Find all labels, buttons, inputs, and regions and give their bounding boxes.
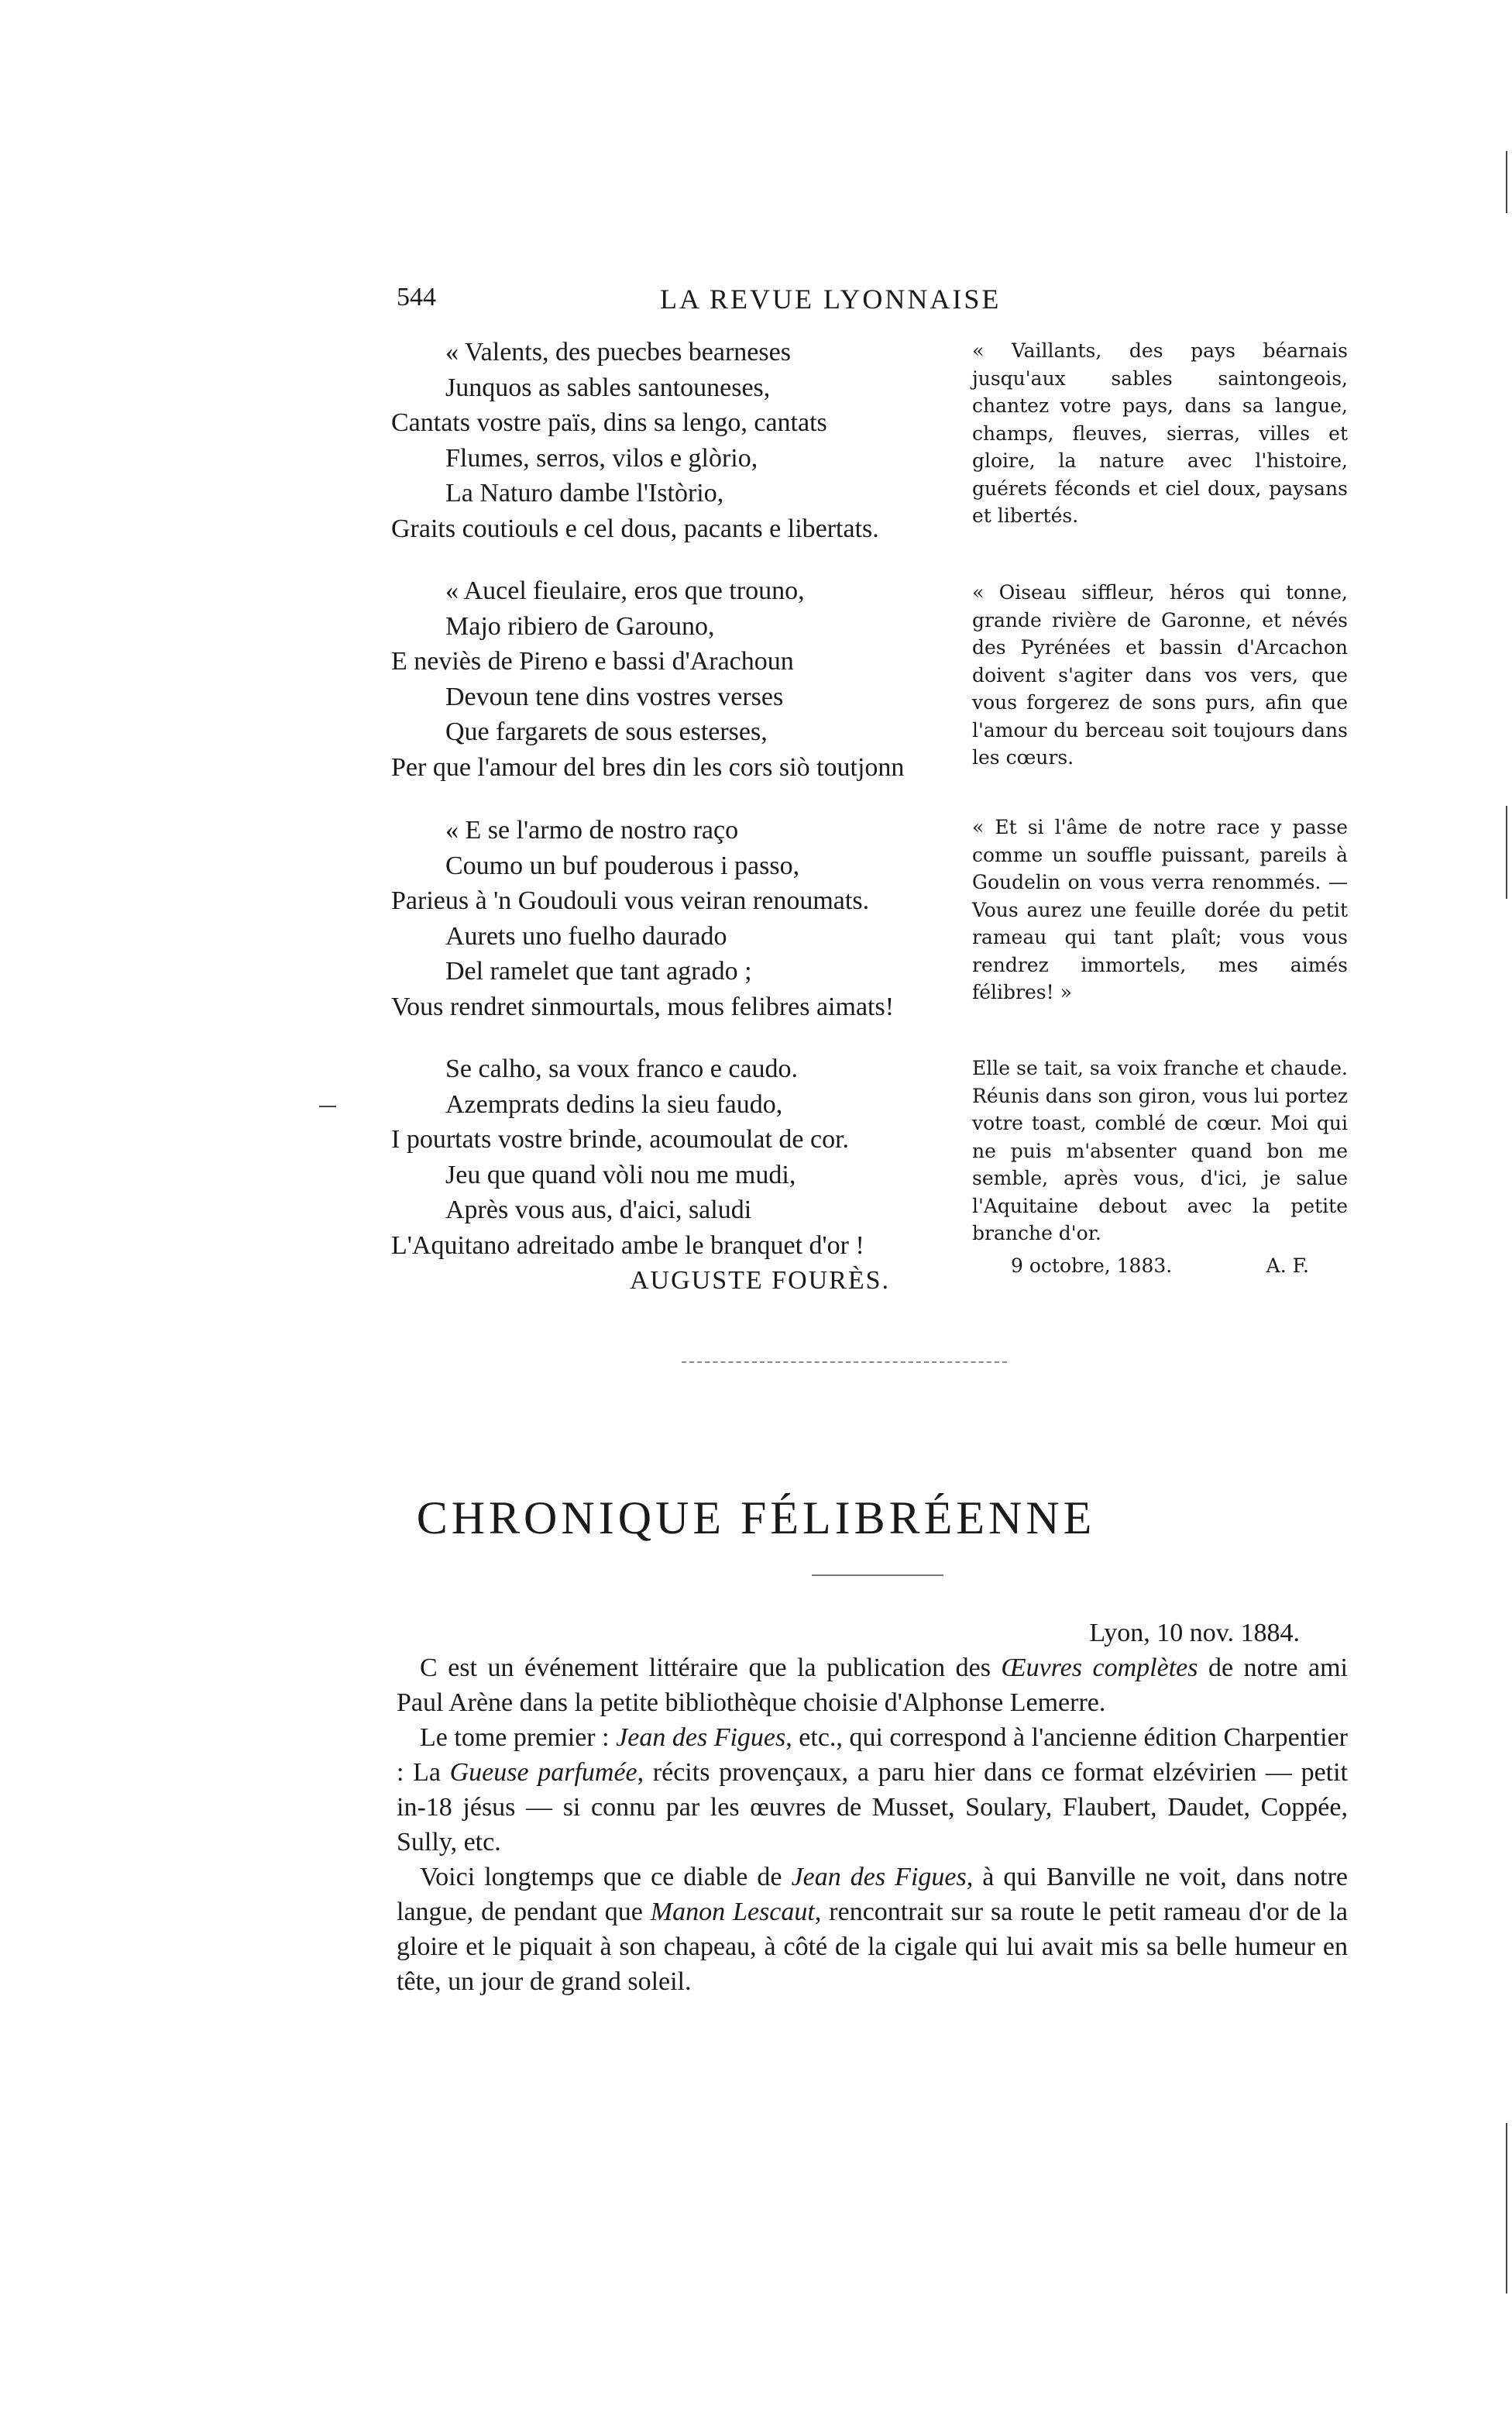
- poem-stanza-3: [391, 813, 949, 1024]
- translation-text: « Et si l'âme de notre race y passe comme un souffle puissant, pareils à Goudelin on vous verra renommés. — Vous aurez une feuille dorée du petit rameau qui tant plaît; vous vous rendrez immortels, mes aimés félibres! »: [972, 816, 1348, 1003]
- poem-line: La Naturo dambe l'Istòrio,: [445, 479, 724, 508]
- text-run: , etc., qui correspond à l'ancienne édition Charpentier : La: [397, 1723, 1348, 1787]
- scan-mark: [1506, 806, 1507, 899]
- poem-line: « Aucel fieulaire, eros que trouno,: [445, 576, 805, 605]
- text-run: Voici longtemps que ce diable de: [420, 1863, 792, 1891]
- poem-line: « E se l'armo de nostro raço: [445, 816, 739, 845]
- text-run: , à qui Banville ne voit, dans notre langue, de pendant que: [397, 1863, 1348, 1926]
- text-run: C est un événement littéraire que la publication des: [420, 1653, 1002, 1682]
- poem-line: Graits coutiouls e cel dous, pacants e libertats.: [391, 514, 879, 543]
- italic-title: Œuvres complètes: [1001, 1653, 1198, 1682]
- translation-paragraph-3: [972, 814, 1348, 1007]
- chronique-paragraph-3: [397, 1860, 1348, 1999]
- italic-title: Gueuse parfumée: [449, 1758, 637, 1787]
- translation-initials: A. F.: [1266, 1254, 1309, 1277]
- poem-line: Devoun tene dins vostres verses: [445, 682, 784, 711]
- italic-title: Jean des Figues: [616, 1723, 786, 1752]
- chronique-paragraph-1: [397, 1650, 1348, 1720]
- page-number: 544: [397, 283, 436, 311]
- poem-line: Flumes, serros, vilos e glòrio,: [445, 443, 758, 473]
- poem-line: Del ramelet que tant agrado ;: [445, 957, 752, 986]
- poem-line: E neviès de Pireno e bassi d'Arachoun: [391, 647, 794, 676]
- poem-line: L'Aquitano adreitado ambe le branquet d'or !: [391, 1230, 864, 1260]
- translation-paragraph-2: [972, 579, 1348, 772]
- italic-title: Manon Lescaut: [650, 1898, 815, 1926]
- scan-mark: [319, 1106, 336, 1107]
- translation-text: Elle se tait, sa voix franche et chaude. Réunis dans son giron, vous lui portez votre toast, comblé de cœur. Moi qui ne puis m'absenter quand bon me semble, après vous, d'ici, je salue l'Aquitaine debout avec la petite branche d'or.: [972, 1057, 1348, 1244]
- section-title: CHRONIQUE FÉLIBRÉENNE: [416, 1492, 1096, 1543]
- poem-line: Après vous aus, d'aici, saludi: [445, 1196, 752, 1224]
- translation-dateline: [972, 1252, 1348, 1280]
- poem-line: Que fargarets de sous esterses,: [445, 717, 768, 746]
- poem-line: « Valents, des puecbes bearneses: [445, 338, 791, 366]
- text-run: de notre ami Paul Arène dans la petite bibliothèque choisie d'Alphonse Lemerre.: [397, 1653, 1348, 1717]
- text-run: Le tome premier :: [420, 1723, 617, 1752]
- translation-paragraph-4: [972, 1055, 1348, 1279]
- poem-line: Vous rendret sinmourtals, mous felibres aimats!: [391, 992, 895, 1021]
- poem-line: Jeu que quand vòli nou me mudi,: [445, 1160, 796, 1189]
- title-rule: [812, 1574, 943, 1576]
- poem-stanza-4: [391, 1051, 949, 1299]
- translation-paragraph-1: [972, 337, 1348, 530]
- poem-line: Aurets uno fuelho daurado: [445, 921, 727, 951]
- poem-line: I pourtats vostre brinde, acoumoulat de cor.: [391, 1125, 850, 1154]
- translation-text: « Vaillants, des pays béarnais jusqu'aux sables saintongeois, chantez votre pays, dans sa langue, champs, fleuves, sierras, villes et gloire, la nature avec l'histoire, guérets féconds et ciel doux, paysans et libertés.: [972, 339, 1348, 527]
- place-date: Lyon, 10 nov. 1884.: [1089, 1619, 1300, 1647]
- scan-mark: [1506, 151, 1507, 213]
- translation-text: « Oiseau siffleur, héros qui tonne, grande rivière de Garonne, et névés des Pyrénées et bassin d'Arcachon doivent s'agiter dans vos vers, que vous forgerez de sons purs, afin que l'amour du berceau soit toujours dans les cœurs.: [972, 581, 1348, 769]
- poem-stanza-2: [391, 573, 949, 785]
- chronique-paragraph-2: [397, 1720, 1348, 1860]
- text-run: , récits provençaux, a paru hier dans ce format elzévirien — petit in-18 jésus — si connu par les œuvres de Musset, Soulary, Flaubert, Daudet, Coppée, Sully, etc.: [397, 1758, 1348, 1856]
- running-title: LA REVUE LYONNAISE: [660, 284, 1002, 315]
- text-run: , rencontrait sur sa route le petit rameau d'or de la gloire et le piquait à son chapeau, à côté de la cigale qui lui avait mis sa belle humeur en tête, un jour de grand soleil.: [397, 1898, 1349, 1996]
- poem-line: Cantats vostre païs, dins sa lengo, cantats: [391, 408, 827, 437]
- scan-mark: [1506, 2123, 1507, 2294]
- poem-line: Se calho, sa voux franco e caudo.: [445, 1055, 799, 1083]
- poem-stanza-1: [391, 335, 949, 546]
- poem-signature: AUGUSTE FOURÈS.: [630, 1266, 891, 1295]
- chronique-body: [397, 1616, 1348, 1999]
- page-header: [397, 283, 1349, 322]
- section-separator: [682, 1361, 1007, 1363]
- poem-line: Coumo un buf pouderous i passo,: [445, 851, 800, 880]
- poem-line: Per que l'amour del bres din les cors siò toutjonn: [391, 752, 905, 782]
- poem-line: Azemprats dedins la sieu faudo,: [445, 1089, 783, 1119]
- italic-title: Jean des Figues: [791, 1863, 967, 1891]
- poem-line: Parieus à 'n Goudouli vous veiran renoumats.: [391, 886, 870, 915]
- poem-line: Majo ribiero de Garouno,: [445, 611, 715, 641]
- translation-date: 9 octobre, 1883.: [1011, 1254, 1173, 1277]
- poem-line: Junquos as sables santouneses,: [445, 373, 771, 402]
